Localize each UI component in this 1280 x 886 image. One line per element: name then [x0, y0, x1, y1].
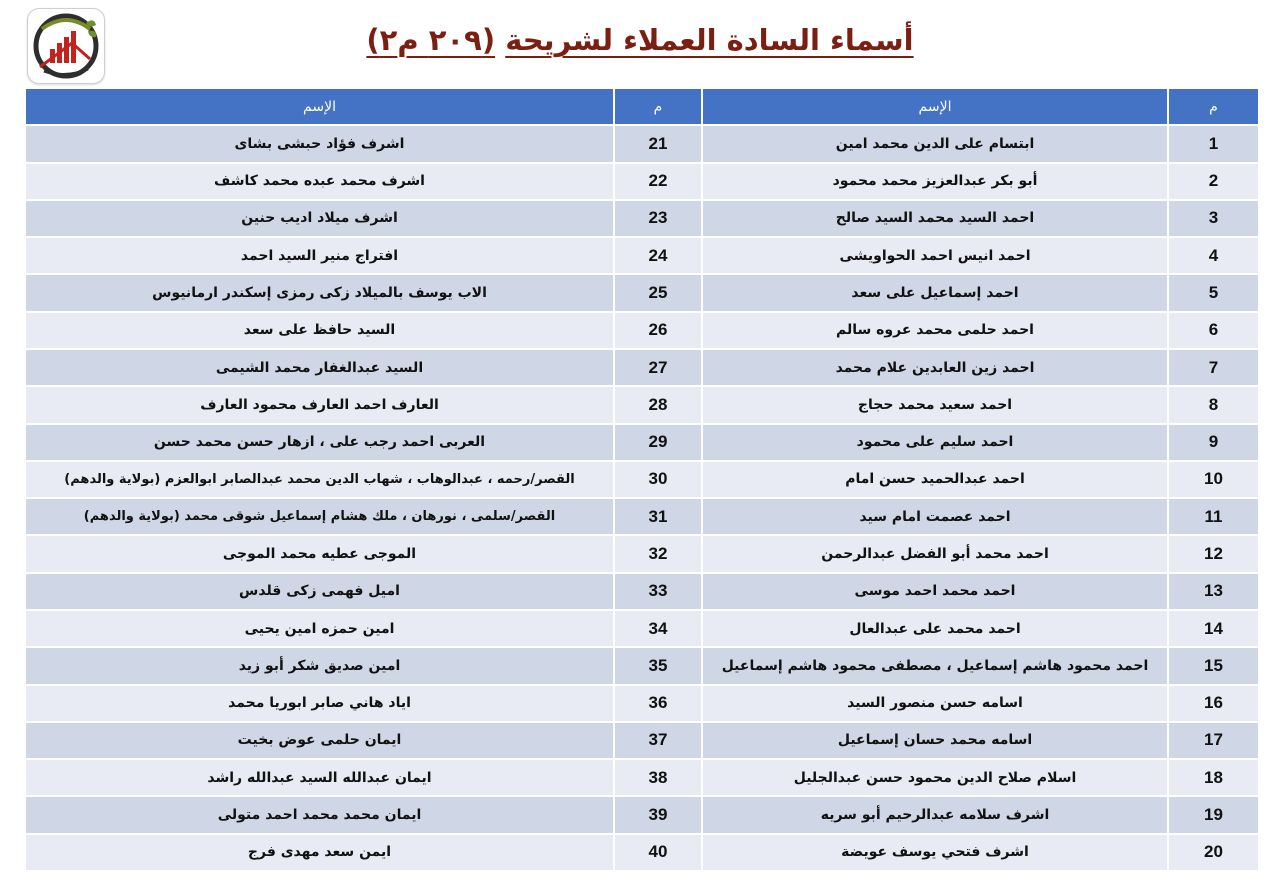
customers-table [26, 89, 1254, 870]
row-number-cell: 36 [615, 686, 701, 721]
customer-name-cell: السيد حافظ على سعد [26, 313, 613, 348]
row-number-cell: 1 [1169, 126, 1258, 161]
customer-name-cell: احمد انيس احمد الحواويشى [703, 238, 1167, 273]
customer-name-cell: اميل فهمى زكى قلدس [26, 574, 613, 609]
customer-name-cell: اشرف محمد عبده محمد كاشف [26, 164, 613, 199]
row-number-cell: 35 [615, 648, 701, 683]
row-number-cell: 11 [1169, 499, 1258, 534]
row-number-cell: 37 [615, 723, 701, 758]
row-number-cell: 30 [615, 462, 701, 497]
customer-name-cell: اشرف فتحي يوسف عويضة [703, 835, 1167, 870]
row-number-cell: 39 [615, 797, 701, 832]
row-number-cell: 20 [1169, 835, 1258, 870]
row-number-cell: 9 [1169, 425, 1258, 460]
customer-name-cell: احمد حلمى محمد عروه سالم [703, 313, 1167, 348]
row-number-cell: 5 [1169, 275, 1258, 310]
row-number-cell: 15 [1169, 648, 1258, 683]
row-number-cell: 16 [1169, 686, 1258, 721]
row-number-cell: 26 [615, 313, 701, 348]
row-number-cell: 38 [615, 760, 701, 795]
row-number-cell: 14 [1169, 611, 1258, 646]
customer-name-cell: ايمان حلمى عوض بخيت [26, 723, 613, 758]
row-number-cell: 29 [615, 425, 701, 460]
customer-name-cell: افتراج منير السيد احمد [26, 238, 613, 273]
customer-name-cell: اشرف ميلاد اديب حنين [26, 201, 613, 236]
customer-name-cell: اسلام صلاح الدين محمود حسن عبدالجليل [703, 760, 1167, 795]
customer-name-cell: القصر/رحمه ، عبدالوهاب ، شهاب الدين محمد عبدالصابر ابوالعزم (بولاية والدهم) [26, 462, 613, 497]
row-number-cell: 8 [1169, 387, 1258, 422]
customer-name-cell: العارف احمد العارف محمود العارف [26, 387, 613, 422]
header-name-right: الإسم [703, 89, 1167, 124]
row-number-cell: 34 [615, 611, 701, 646]
row-number-cell: 13 [1169, 574, 1258, 609]
row-number-cell: 12 [1169, 536, 1258, 571]
customer-name-cell: احمد السيد محمد السيد صالح [703, 201, 1167, 236]
row-number-cell: 7 [1169, 350, 1258, 385]
customer-name-cell: احمد إسماعيل على سعد [703, 275, 1167, 310]
customer-name-cell: ايمان عبدالله السيد عبدالله راشد [26, 760, 613, 795]
row-number-cell: 2 [1169, 164, 1258, 199]
customer-name-cell: ابتسام على الدين محمد امين [703, 126, 1167, 161]
customer-name-cell: احمد محمد احمد موسى [703, 574, 1167, 609]
row-number-cell: 24 [615, 238, 701, 273]
customer-name-cell: اسامه حسن منصور السيد [703, 686, 1167, 721]
row-number-cell: 10 [1169, 462, 1258, 497]
customer-name-cell: احمد عبدالحميد حسن امام [703, 462, 1167, 497]
customer-name-cell: احمد زين العابدين علام محمد [703, 350, 1167, 385]
logo-emblem-icon [28, 9, 104, 83]
customer-name-cell: السيد عبدالغفار محمد الشيمى [26, 350, 613, 385]
row-number-cell: 40 [615, 835, 701, 870]
customer-name-cell: احمد سليم على محمود [703, 425, 1167, 460]
row-number-cell: 33 [615, 574, 701, 609]
company-logo [27, 8, 105, 84]
customer-name-cell: امين حمزه امين يحيى [26, 611, 613, 646]
header-number-right: م [1169, 89, 1258, 124]
row-number-cell: 3 [1169, 201, 1258, 236]
customer-name-cell: اياد هاني صابر ابوريا محمد [26, 686, 613, 721]
customer-name-cell: القصر/سلمى ، نورهان ، ملك هشام إسماعيل شوقى محمد (بولاية والدهم) [26, 499, 613, 534]
customer-name-cell: احمد محمود هاشم إسماعيل ، مصطفى محمود هاشم إسماعيل [703, 648, 1167, 683]
customer-name-cell: احمد عصمت امام سيد [703, 499, 1167, 534]
customer-name-cell: العربى احمد رجب على ، ازهار حسن محمد حسن [26, 425, 613, 460]
row-number-cell: 19 [1169, 797, 1258, 832]
row-number-cell: 31 [615, 499, 701, 534]
header-number-left: م [615, 89, 701, 124]
customer-name-cell: اشرف سلامه عبدالرحيم أبو سريه [703, 797, 1167, 832]
row-number-cell: 18 [1169, 760, 1258, 795]
row-number-cell: 21 [615, 126, 701, 161]
row-number-cell: 6 [1169, 313, 1258, 348]
customer-name-cell: الموجى عطيه محمد الموجى [26, 536, 613, 571]
customer-name-cell: اشرف فؤاد حبشى بشاى [26, 126, 613, 161]
page-title [250, 20, 1030, 60]
customer-name-cell: أبو بكر عبدالعزيز محمد محمود [703, 164, 1167, 199]
row-number-cell: 32 [615, 536, 701, 571]
customer-name-cell: امين صديق شكر أبو زيد [26, 648, 613, 683]
customer-name-cell: احمد سعيد محمد حجاج [703, 387, 1167, 422]
row-number-cell: 28 [615, 387, 701, 422]
row-number-cell: 27 [615, 350, 701, 385]
customer-name-cell: اسامه محمد حسان إسماعيل [703, 723, 1167, 758]
page-title-text: أسماء السادة العملاء لشريحة [505, 23, 914, 57]
row-number-cell: 4 [1169, 238, 1258, 273]
row-number-cell: 22 [615, 164, 701, 199]
row-number-cell: 25 [615, 275, 701, 310]
customer-name-cell: ايمن سعد مهدى فرج [26, 835, 613, 870]
page-title-suffix: (٢٠٩ م٢) [366, 23, 496, 57]
customer-name-cell: الاب يوسف بالميلاد زكى رمزى إسكندر ارمانيوس [26, 275, 613, 310]
row-number-cell: 17 [1169, 723, 1258, 758]
customer-name-cell: ايمان محمد محمد احمد متولى [26, 797, 613, 832]
header-name-left: الإسم [26, 89, 613, 124]
customer-name-cell: احمد محمد على عبدالعال [703, 611, 1167, 646]
customer-name-cell: احمد محمد أبو الفضل عبدالرحمن [703, 536, 1167, 571]
row-number-cell: 23 [615, 201, 701, 236]
